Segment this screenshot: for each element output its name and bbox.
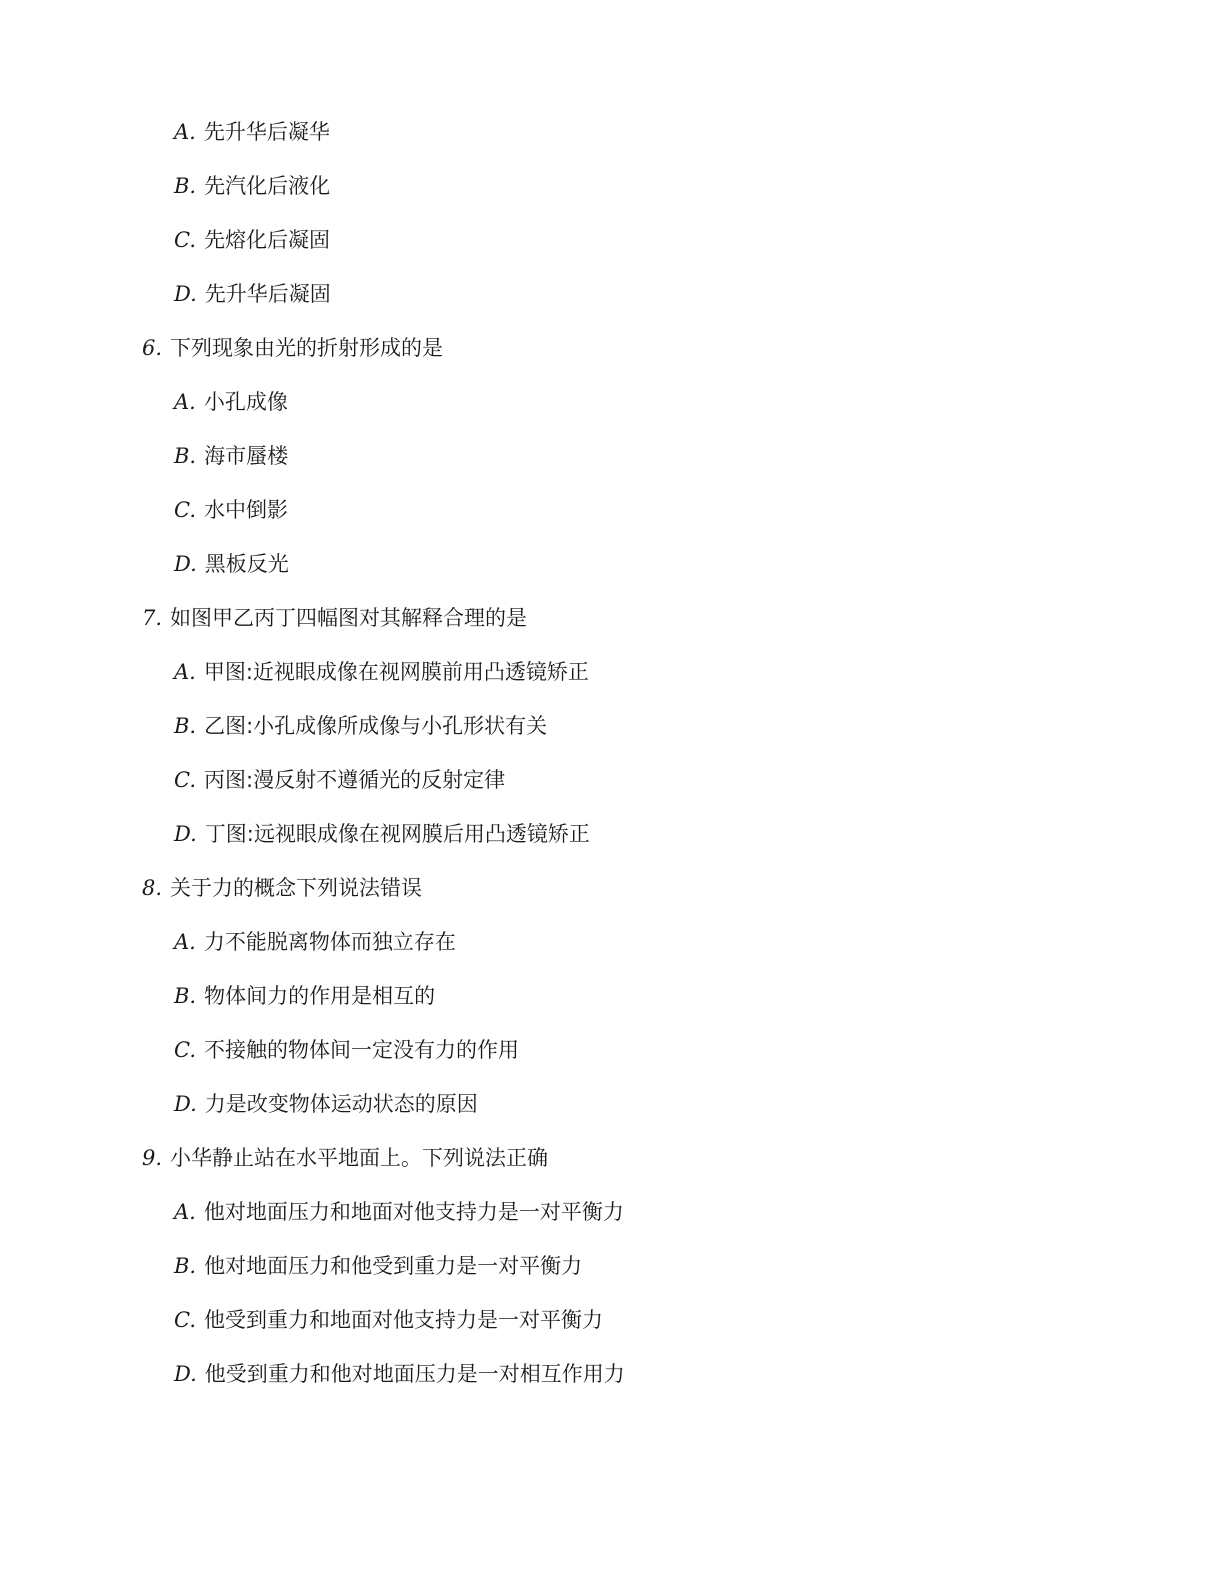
q7-option-a: [174, 656, 589, 688]
option-label: C.: [174, 1308, 196, 1332]
option-label: A.: [174, 390, 196, 414]
option-label: D.: [174, 552, 197, 576]
q9-option-c: [174, 1304, 603, 1336]
option-text: 先熔化后凝固: [204, 228, 330, 252]
option-text: 先升华后凝固: [204, 282, 331, 306]
q5-option-c: [174, 224, 330, 256]
option-text: 丁图:远视眼成像在视网膜后用凸透镜矫正: [204, 822, 590, 846]
q7-stem: [142, 602, 527, 634]
q8-option-d: [174, 1088, 478, 1120]
option-label: C.: [174, 228, 196, 252]
q8-option-a: [174, 926, 456, 958]
q5-option-a: [174, 116, 330, 148]
option-label: A.: [174, 660, 196, 684]
q7-option-c: [174, 764, 505, 796]
option-label: C.: [174, 1038, 196, 1062]
option-text: 力不能脱离物体而独立存在: [203, 930, 456, 954]
option-text: 力是改变物体运动状态的原因: [204, 1092, 478, 1116]
question-number: 7.: [142, 606, 163, 630]
option-label: D.: [174, 282, 197, 306]
option-text: 他受到重力和地面对他支持力是一对平衡力: [204, 1308, 603, 1332]
option-label: B.: [174, 714, 197, 738]
q5-option-b: [174, 170, 330, 202]
option-label: B.: [174, 444, 197, 468]
option-text: 物体间力的作用是相互的: [204, 984, 436, 1008]
q6-option-c: [174, 494, 288, 526]
question-text: 下列现象由光的折射形成的是: [170, 336, 444, 360]
option-text: 先汽化后液化: [204, 174, 331, 198]
q7-option-b: [174, 710, 547, 742]
q9-option-d: [174, 1358, 625, 1390]
option-text: 水中倒影: [204, 498, 288, 522]
option-text: 黑板反光: [204, 552, 289, 576]
question-text: 小华静止站在水平地面上。下列说法正确: [170, 1146, 549, 1170]
option-text: 乙图:小孔成像所成像与小孔形状有关: [204, 714, 548, 738]
q8-stem: [142, 872, 422, 904]
option-label: A.: [174, 120, 196, 144]
q5-option-d: [174, 278, 331, 310]
option-label: B.: [174, 984, 197, 1008]
q6-option-a: [174, 386, 288, 418]
option-text: 他对地面压力和他受到重力是一对平衡力: [204, 1254, 583, 1278]
option-text: 甲图:近视眼成像在视网膜前用凸透镜矫正: [203, 660, 589, 684]
option-label: A.: [174, 930, 196, 954]
q6-option-b: [174, 440, 288, 472]
option-text: 他对地面压力和地面对他支持力是一对平衡力: [203, 1200, 624, 1224]
q9-stem: [142, 1142, 548, 1174]
option-label: D.: [174, 1362, 197, 1386]
question-number: 6.: [142, 336, 163, 360]
option-text: 丙图:漫反射不遵循光的反射定律: [204, 768, 506, 792]
option-label: A.: [174, 1200, 196, 1224]
option-text: 不接触的物体间一定没有力的作用: [204, 1038, 519, 1062]
option-label: B.: [174, 1254, 197, 1278]
q6-stem: [142, 332, 443, 364]
option-text: 海市蜃楼: [204, 444, 289, 468]
question-number: 8.: [142, 876, 163, 900]
q8-option-b: [174, 980, 435, 1012]
option-text: 他受到重力和他对地面压力是一对相互作用力: [204, 1362, 625, 1386]
question-text: 关于力的概念下列说法错误: [170, 876, 423, 900]
q9-option-a: [174, 1196, 624, 1228]
q8-option-c: [174, 1034, 519, 1066]
question-number: 9.: [142, 1146, 163, 1170]
option-label: B.: [174, 174, 197, 198]
option-label: D.: [174, 1092, 197, 1116]
question-text: 如图甲乙丙丁四幅图对其解释合理的是: [170, 606, 528, 630]
q6-option-d: [174, 548, 289, 580]
q9-option-b: [174, 1250, 582, 1282]
option-label: D.: [174, 822, 197, 846]
q7-option-d: [174, 818, 590, 850]
option-text: 小孔成像: [203, 390, 288, 414]
option-label: C.: [174, 768, 196, 792]
option-text: 先升华后凝华: [203, 120, 330, 144]
option-label: C.: [174, 498, 196, 522]
